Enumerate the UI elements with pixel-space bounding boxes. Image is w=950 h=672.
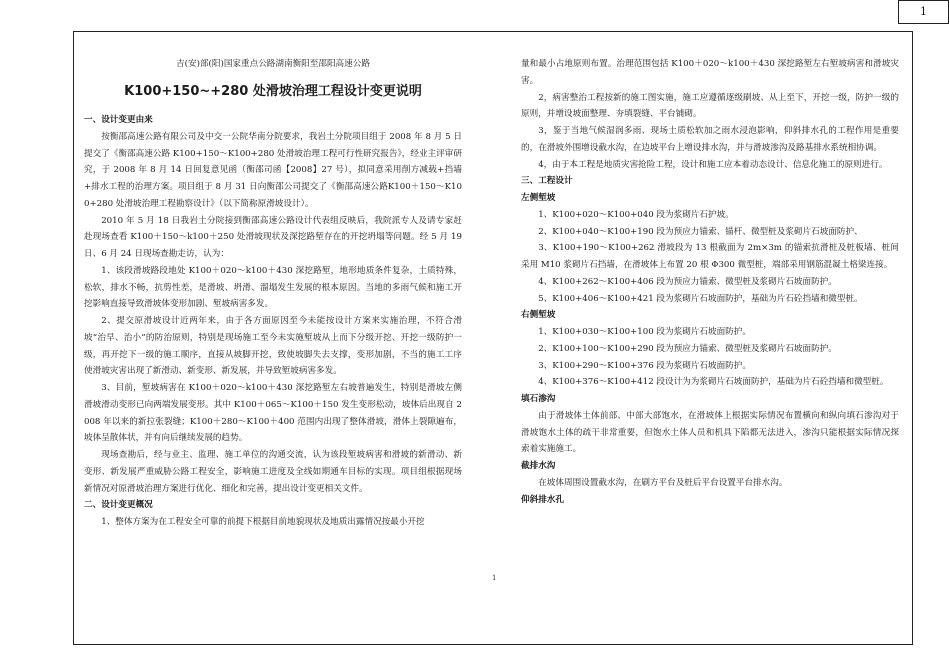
section-heading: 仰斜排水孔 (521, 494, 564, 505)
right-column (521, 56, 899, 508)
section-heading: 一、设计变更由来 (84, 115, 153, 126)
paragraph: 4，由于本工程是地质灾害抢险工程，设计和施工应本着动态设计、信息化施工的原则进行。 (538, 159, 888, 170)
footer-page-number: 1 (492, 574, 497, 582)
paragraph: 1、整体方案为在工程安全可靠的前提下根据目前地貌现状及地质出露情况按最小开挖 (101, 517, 425, 528)
paragraph: 3，鉴于当地气候湿润多雨、现场土质松软加之雨水浸泡影响，仰斜排水孔的工程作用是重要的，在滑坡外围增设截水沟，在边坡平台上增设排水沟，并与滑坡渗沟及路基排水系统相协调。 (521, 126, 899, 153)
document-header: 吉(安)部(阳)国家重点公路湖南衡阳至邵阳高速公路 (176, 59, 370, 69)
paragraph: 4、K100+262～K100+406 段为预应力锚索、微型桩及浆砌片石坡面防护。 (538, 276, 837, 287)
paragraph: 3、K100+290～K100+376 段为浆砌片石坡面防护。 (538, 360, 751, 371)
left-column (84, 56, 462, 531)
paragraph: 2、K100+100～K100+290 段为预应力锚索、微型桩及浆砌片石坡面防护。 (538, 343, 837, 354)
paragraph: 1、该段滑坡路段地处 K100＋020～k100＋430 深挖路堑，地形地质条件复杂，土质特殊，松软，排水不畅，抗剪性差，是滑坡、坍滑、溜塌发生发展的根本原因。当地的多雨气候和施工开挖影响直接导致滑坡体变形加剧、堑坡病害多发。 (84, 265, 462, 310)
paragraph: 由于滑坡体土体前部、中部大部饱水，在滑坡体上根据实际情况布置横向和纵向填石渗沟对于滑坡饱水土体的疏干非常重要，但饱水土体人员和机具下陷都无法进入，渗沟只能根据实际情况探索着实施施工。 (521, 410, 899, 455)
paragraph: 按衡邵高速公路有限公司及中交一公院华南分院要求，我岩土分院项目组于 2008 年 8 月 5 日提交了《衡邵高速公路 K100+150～K100+280 处滑坡治理工程可行性研究报告》，经业主评审研究，于 2008 年 8 月 14 日回复意见函（衡邵司函【2008】27 号），拟同意采用削方减载+挡墙+排水工程的治理方案。项目组于 8 月 31 日向衡邵公司提交了《衡邵高速公路K100＋150～K100+280 处滑坡治理工程勘察设计》（以下简称原滑坡设计）。 (84, 131, 462, 209)
paragraph: 3、目前，堑坡病害在 K100＋020～k100＋430 深挖路堑左右坡普遍发生，特别是滑坡左侧滑坡滑动变形已向两端发展变形。其中 K100＋065～K100＋150 发生变形松动，坡体后出现自 2008 年以来的新拉张裂缝；K100＋280～K100＋400 范围内出现了整体滑坡，滑体上裂隙遍布，坡体呈散体状，并有向后继续发展的趋势。 (84, 383, 462, 444)
section-heading: 二、设计变更概况 (84, 500, 153, 511)
page-number-badge: 1 (898, 0, 949, 24)
paragraph: 2，病害整治工程按新的施工图实施，施工应遵循逐级刷坡、从上至下，开挖一级，防护一级的原则，并增设坡面整理、夯填裂缝、平台铺砌。 (521, 92, 899, 120)
paragraph: 量和最小占地原则布置。治理范围包括 K100＋020～k100＋430 深挖路堑左右堑坡病害和滑坡灾害。 (521, 59, 899, 86)
document-title: K100+150~+280 处滑坡治理工程设计变更说明 (124, 83, 422, 99)
left-column-body (84, 112, 462, 531)
section-heading: 截排水沟 (521, 461, 556, 471)
paragraph: 2、提交原滑坡设计近两年来，由于各方面原因至今未能按设计方案来实施治理，不符合滑坡“治早、治小”的防治原则，特别是现场施工至今未实施堑坡从上而下分级开挖、开挖一级防护一级，再开挖下一级的施工顺序，直接从坡脚开挖，致使坡脚失去支撑，变形加剧，不当的施工工序使滑坡灾害出现了新滑动、新变形、新发展，并导致堑坡病害多发。 (84, 316, 462, 377)
paragraph: 4、K100+376～K100+412 段设计为为浆砌片石坡面防护，基础为片石砼挡墙和微型桩。 (538, 377, 889, 388)
paragraph: 5、K100+406～K100+421 段为浆砌片石坡面防护，基础为片石砼挡墙和微型桩。 (538, 293, 863, 304)
paragraph: 3、K100+190～K100+262 滑坡段为 13 根截面为 2m×3m 的锚索抗滑桩及桩板墙、桩间采用 M10 浆砌片石挡墙，在滑坡体上布置 20 根 Φ300 微型桩，端部采用钢筋混凝土格梁连接。 (521, 243, 899, 270)
section-heading: 左侧堑坡 (521, 193, 556, 203)
paragraph: 在坡体周围设置截水沟，在刷方平台及桩后平台设置平台排水沟。 (538, 477, 788, 488)
right-column-body (521, 56, 899, 508)
paragraph: 1、K100+020～K100+040 段为浆砌片石护坡。 (538, 209, 734, 220)
paragraph: 2010 年 5 月 18 日我岩土分院接到衡邵高速公路设计代表组反映后，我院派专人及请专家赶赴现场查看 K100＋150～k100＋250 处滑坡现状及深挖路堑存在的开挖坍塌等问题。经 5 月 19 日、6 月 24 日现场查勘走访，认为： (84, 215, 462, 260)
section-heading: 右侧堑坡 (521, 310, 556, 321)
paragraph: 现场查勘后，经与业主、监理、施工单位的沟通交流，认为该段堑坡病害和滑坡的新滑动、新变形、新发展严重威胁公路工程安全，影响施工进度及全线如期通车目标的实现。项目组根据现场新情况对原滑坡治理方案进行优化、细化和完善，提出设计变更相关文件。 (84, 450, 462, 494)
section-heading: 填石渗沟 (521, 394, 556, 404)
paragraph: 2、K100+040～K100+190 段为预应力锚索、锚杆、微型桩及浆砌片石坡面防护、 (538, 226, 863, 237)
section-heading: 三、工程设计 (521, 176, 573, 187)
paragraph: 1、K100+030～K100+100 段为浆砌片石坡面防护。 (538, 327, 751, 337)
